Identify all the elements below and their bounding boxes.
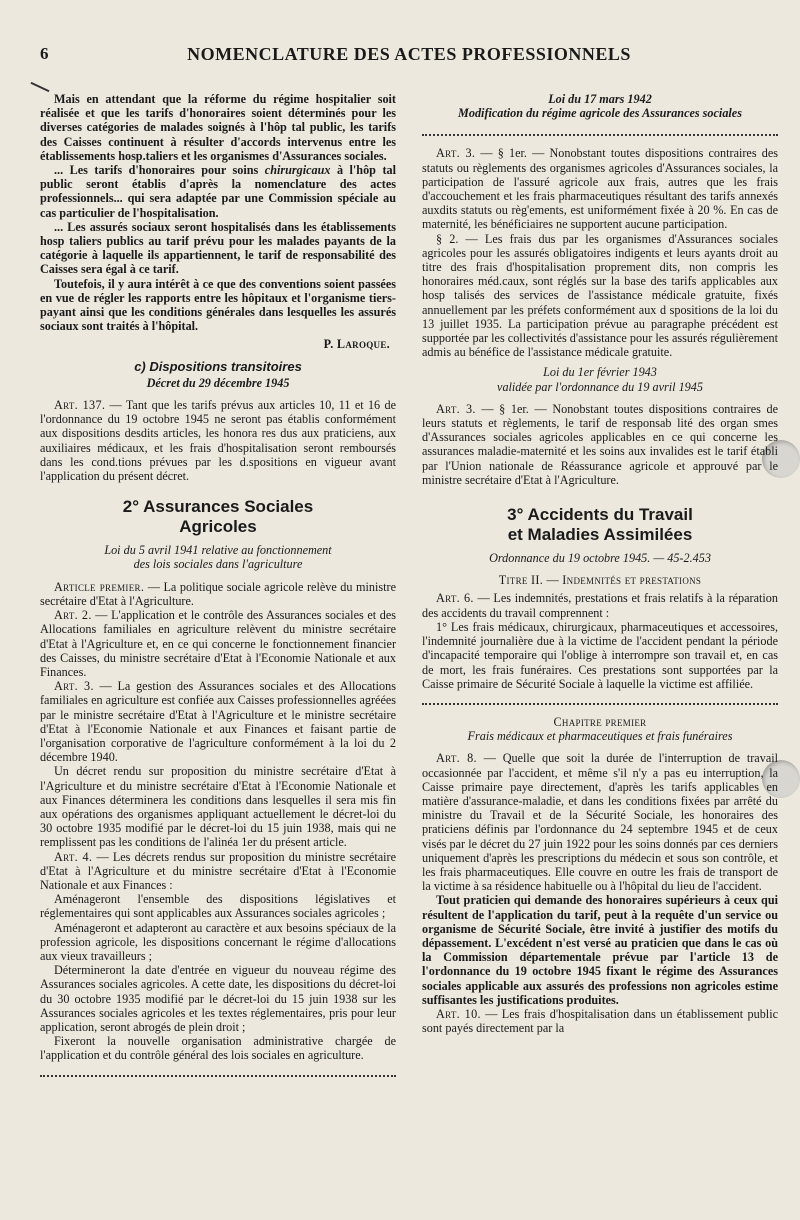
dotted-separator bbox=[422, 697, 778, 705]
dotted-separator bbox=[40, 1069, 396, 1077]
law-heading: Loi du 1er février 1943 bbox=[543, 365, 657, 380]
title-heading: Titre II. — Indemnités et prestations bbox=[498, 573, 702, 588]
chapter-subheading: Frais médicaux et pharmaceutiques et frais funéraires bbox=[467, 729, 733, 744]
running-header bbox=[40, 44, 778, 68]
paragraph: ... Les tarifs d'honoraires pour soins chirurgicaux à l'hôp tal public seront établis d'après la nomenclature des actes professionnels... qui sera adaptée par une Commission spéciale au cas particulier de l'hospitalisation. bbox=[40, 163, 396, 220]
paragraph: Aménageront l'ensemble des dispositions législatives et réglementaires qui sont applicables aux Assurances sociales agricoles ; bbox=[40, 892, 396, 921]
paragraph: Toutefois, il y aura intérêt à ce que des conventions soient passées en vue de régler les rapports entre les hôpitaux et l'organisme tiers-payant ainsi que les conditions générales dans lesquelles les assurés sociaux sont traités à l'hôpital. bbox=[40, 276, 396, 334]
law-heading: Loi du 17 mars 1942 bbox=[548, 92, 652, 106]
right-column bbox=[422, 92, 778, 1087]
article: Art. 3. — § 1er. — Nonobstant toutes dispositions contraires des statuts ou règlements des organismes agricoles d'Assurances sociales, la participation de l'assuré agricole aux frais, autres que les frais d'accouchement et les frais pharmaceutiques résultant des tarifs annexés auxdits statuts ou règ'ements, est uniformément fixée à 20 %. En cas de maternité, les bénéficiaires ne supportent aucune participation. bbox=[422, 146, 778, 232]
article: Art. 137. — Tant que les tarifs prévus aux articles 10, 11 et 16 de l'ordonnance du 19 octobre 1945 ne seront pas établis conformément aux dispositions desdits articles, les honora res dus aux praticiens, aux auxiliaires médicaux, et les frais d'hospitalisation seront remboursés dans les cond.tions prévues par les d.spositions en vigueur avant l'application du présent décret. bbox=[40, 398, 396, 484]
article: Art. 3. — La gestion des Assurances sociales et des Allocations familiales en agriculture est confiée aux Caisses professionnelles agréées par le ministre secrétaire d'Etat à l'Agriculture et le ministre secrétaire d'Etat à l'Economie Nationale et aux Finances et faisant partie de l'organisation corporative de l'agriculture conformément à la loi du 2 décembre 1940. bbox=[40, 679, 397, 765]
article: Art. 3. — § 1er. — Nonobstant toutes dispositions contraires de leurs statuts et règlements, le tarif de responsab lité des organ smes d'Assurances sociales agricoles applicables en ce qui concerne les assurances maladie-maternité et les soins aux invalides est le tarif établi par l'Union nationale de Réassurance agricole et approuvé par le ministre secrétaire d'Etat à l'Agriculture. bbox=[422, 401, 778, 487]
article: Art. 6. — Les indemnités, prestations et frais relatifs à la réparation des accidents du travail comprennent : bbox=[422, 591, 778, 620]
paragraph: Détermineront la date d'entrée en vigueur du nouveau régime des Assurances sociales agricoles. A cette date, les dispositions du décret-loi du 30 octobre 1935 modifié par le décret-loi du 15 juin 1938 sur les Assurances sociales agricoles et les textes réglementaires, pris pour leur application, seront abrogés de plein droit ; bbox=[40, 963, 396, 1034]
section-heading: 2° Assurances Sociales Agricoles bbox=[122, 497, 314, 537]
article: Article premier. — La politique sociale agricole relève du ministre secrétaire d'Etat à l'Agriculture. bbox=[40, 579, 396, 608]
page-title: NOMENCLATURE DES ACTES PROFESSIONNELS bbox=[187, 44, 631, 64]
left-column bbox=[40, 92, 396, 1087]
law-heading: Loi du 5 avril 1941 relative au fonctionnement bbox=[104, 543, 332, 558]
law-subheading: des lois sociales dans l'agriculture bbox=[133, 557, 303, 572]
paragraph: Aménageront et adapteront au caractère et aux besoins spéciaux de la profession agricole, les dispositions concernant le régime d'allocations aux vieux travailleurs ; bbox=[40, 920, 396, 963]
article: Art. 8. — Quelle que soit la durée de l'interruption de travail occasionnée par l'accident, et même s'il n'y a pas eu interruption, la Caisse primaire paye directement, d'après les tarifs applicables en matière d'assurance-maladie, et dans les conditions fixées par arrêté du ministre du Travail et de la Sécurité Sociale, les honoraires des praticiens définis par l'ordonnance du 24 septembre 1945 et de ceux visés par le décret du 27 juin 1922 pour les soins donnés par ces derniers uniquement d'après les prescriptions du médecin et sous son contrôle, et les frais pharmaceutiques. Elle couvre en outre les frais de transport de la victime à sa résidence habituelle ou à l'hôpital du lieu de l'accident. bbox=[422, 751, 778, 894]
section-heading: 3° Accidents du Travail et Maladies Assimilées bbox=[507, 505, 693, 545]
paragraph: Tout praticien qui demande des honoraires supérieurs à ceux qui résultent de l'application du tarif, peut à la requête d'un service ou organisme de Sécurité Sociale, être invité à justifier des motifs du dépassement. L'excédent n'est versé au praticien que dans le cas où la Commission départementale prévue par l'article 13 de l'ordonnance du 19 octobre 1945 fixant le régime des Assurances sociales applicable aux assurés des professions non agricoles estime suffisantes les justifications produites. bbox=[422, 893, 778, 1007]
section-title: c) Dispositions transitoires bbox=[134, 358, 302, 374]
ordinance-heading: Ordonnance du 19 octobre 1945. — 45-2.453 bbox=[489, 551, 711, 566]
two-column-body bbox=[40, 92, 778, 1087]
paragraph: Fixeront la nouvelle organisation administrative chargée de l'application et du contrôle général des lois sociales en agriculture. bbox=[40, 1034, 396, 1063]
dotted-separator bbox=[422, 128, 778, 136]
article: Art. 4. — Les décrets rendus sur proposition du ministre secrétaire d'Etat à l'Agriculture et du ministre secrétaire d'Etat à l'Economie Nationale et aux Finances : bbox=[40, 849, 396, 892]
page-number: 6 bbox=[40, 44, 49, 63]
decree-heading: Décret du 29 décembre 1945 bbox=[146, 375, 290, 390]
article: Art. 2. — L'application et le contrôle des Assurances sociales et des Allocations familiales en agriculture relèvent du ministre secrétaire d'Etat à l'Agriculture et, en ce qui concerne le fonctionnement financier des Caisses, du ministre secrétaire d'Etat à l'Economie Nationale et aux Finances. bbox=[40, 608, 396, 679]
signature: P. Laroque. bbox=[323, 337, 390, 352]
paragraph: ... Les assurés sociaux seront hospitalisés dans les établissements hosp taliers publics au tarif prévu pour les malades payants de la catégorie à laquelle ils appartiennent, le tarif de responsabilité des Caisses sera égal à ce tarif. bbox=[40, 219, 396, 277]
article: Art. 10. — Les frais d'hospitalisation dans un établissement public sont payés directement par la bbox=[422, 1006, 778, 1036]
paragraph: Mais en attendant que la réforme du régime hospitalier soit réalisée et que les tarifs d'honoraires soient déterminés pour les diverses catégories de malades soignés à l'hôp tal public, les tarifs des Caisses continuent à résulter d'accords intervenus entre les établissements hosp.taliers et les organismes d'Assurances sociales. bbox=[40, 92, 396, 163]
law-subheading: Modification du régime agricole des Assurances sociales bbox=[458, 106, 742, 121]
law-subheading: validée par l'ordonnance du 19 avril 1945 bbox=[497, 379, 703, 394]
paragraph: Un décret rendu sur proposition du ministre secrétaire d'Etat à l'Agriculture et du ministre secrétaire d'Etat à l'Economie Nationale et aux Finances déterminera les conditions dans lesquelles il sera mis fin aux opérations des organismes appliquant actuellement le décret-loi du 30 octobre 1935 modifié par le décret-loi du 15 juin 1938, mais qui ne remplissent pas les conditions de l'alinéa 1er du présent article. bbox=[40, 764, 396, 850]
paragraph: 1° Les frais médicaux, chirurgicaux, pharmaceutiques et accessoires, l'indemnité journalière due à la victime de l'accident pendant la période d'incapacité temporaire qui l'oblige à interrompre son travail et, en cas de mort, les frais funéraires. Ces prestations sont supportées par la Caisse primaire de Sécurité Sociale à laquelle la victime est affiliée. bbox=[422, 619, 778, 691]
paragraph: § 2. — Les frais dus par les organismes d'Assurances sociales agricoles pour les assurés obligatoires indigents et leurs ayants droit au titre des frais d'hospitalisation proprement dits, non compris les honoraires méd.caux, sont réglés sur la base des tarifs applicables aux hosp talisés des services de l'assistance médicale gratuite, fixés annuellement par les préfets conformément aux d spositions de la loi du 13 juillet 1935. La participation prévue au paragraphe précédent est supportée par les collectivités d'assistance pour les assurés régulièrement admis au bénéfice de l'assistance médicale gratuite. bbox=[422, 231, 778, 360]
chapter-heading: Chapitre premier bbox=[553, 714, 647, 729]
margin-mark bbox=[31, 82, 50, 92]
